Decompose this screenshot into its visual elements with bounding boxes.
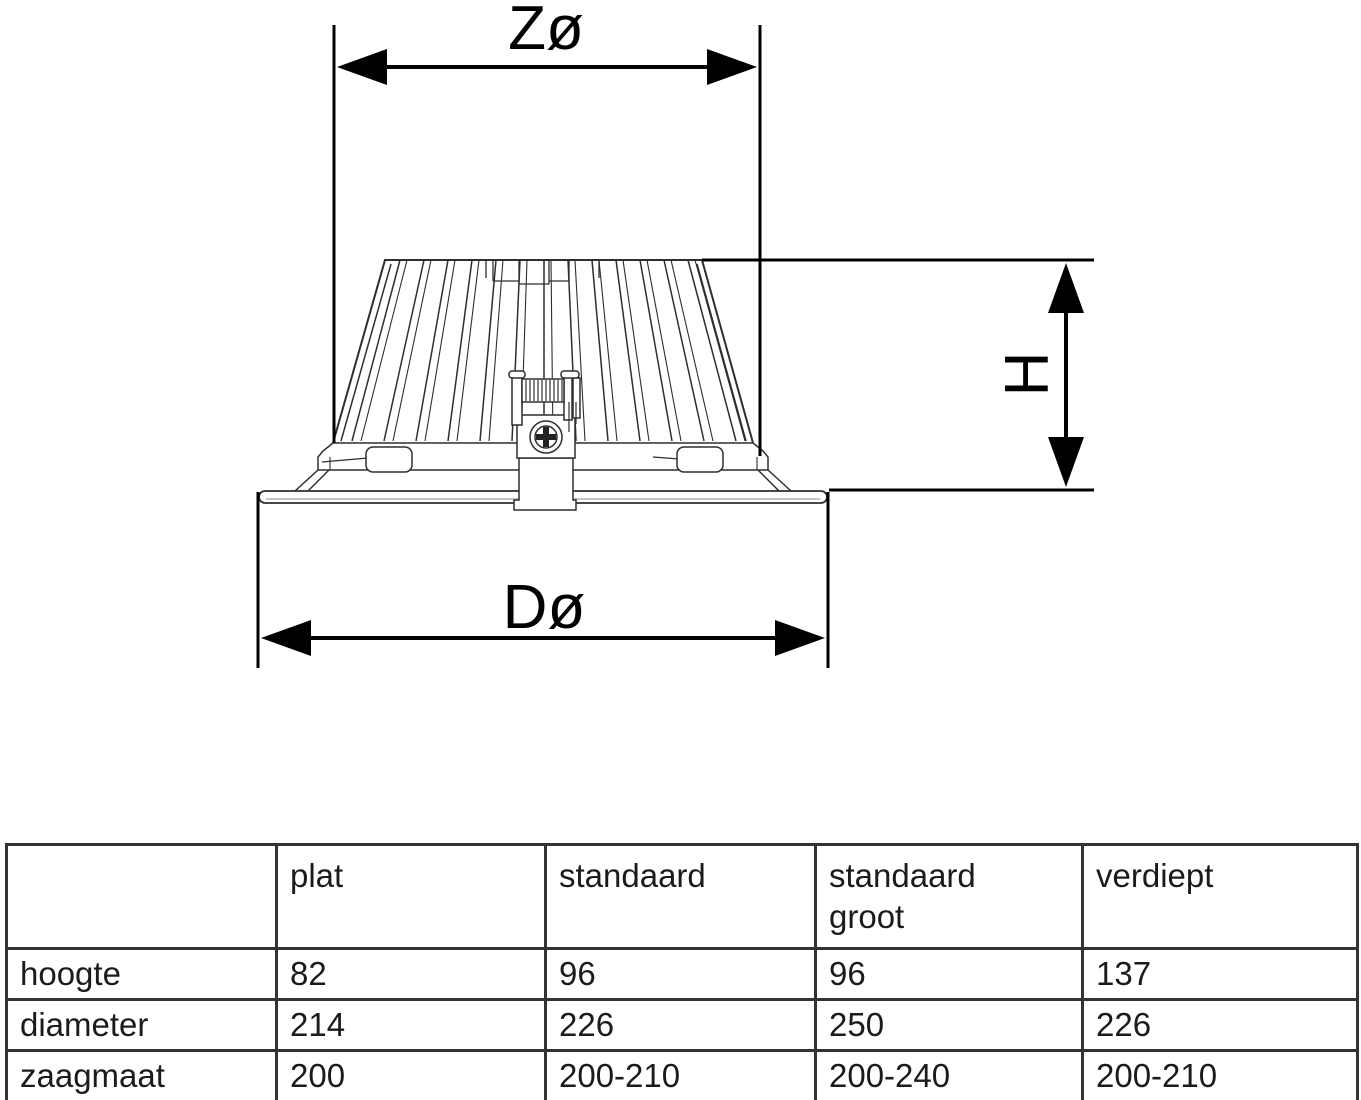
table-cell: 137: [1083, 949, 1358, 1000]
table-cell: 82: [277, 949, 546, 1000]
table-cell: 200-210: [1083, 1051, 1358, 1100]
luminaire-side-view: [259, 260, 827, 510]
row-label-zaagmaat: zaagmaat: [7, 1051, 277, 1100]
table-cell: 200: [277, 1051, 546, 1100]
clip-lower-block: [514, 458, 576, 510]
column-header-standaard-groot: [816, 845, 1083, 949]
table-cell: 226: [546, 1000, 816, 1051]
table-cell: 96: [546, 949, 816, 1000]
do-arrowhead-right: [775, 620, 825, 656]
table-cell: 226: [1083, 1000, 1358, 1051]
row-label-hoogte: hoogte: [7, 949, 277, 1000]
table-cell: 200-240: [816, 1051, 1083, 1100]
h-arrowhead-bottom: [1048, 437, 1084, 487]
row-label-diameter: diameter: [7, 1000, 277, 1051]
table-header-row: [7, 845, 1358, 949]
column-header-standaard-groot-label: standaard groot: [829, 857, 976, 936]
mounting-tab-right: [677, 447, 723, 472]
do-arrowhead-left: [261, 620, 311, 656]
table-cell: 250: [816, 1000, 1083, 1051]
mounting-tab-left: [366, 447, 412, 472]
table-cell: 214: [277, 1000, 546, 1051]
spec-table: [5, 843, 1359, 1100]
zo-arrowhead-right: [707, 49, 757, 85]
h-label: H: [993, 351, 1062, 397]
adjustment-screw: [530, 421, 562, 453]
table-cell: 200-210: [546, 1051, 816, 1100]
do-label: Dø: [502, 573, 586, 642]
table-row-hoogte: [7, 949, 1358, 1000]
column-header-empty: [7, 845, 277, 949]
spring-clip: [509, 371, 580, 510]
table-row-zaagmaat: [7, 1051, 1358, 1100]
table-row-diameter: [7, 1000, 1358, 1051]
column-header-standaard: standaard: [546, 845, 816, 949]
column-header-plat: plat: [277, 845, 546, 949]
zo-arrowhead-left: [337, 49, 387, 85]
column-header-verdiept: verdiept: [1083, 845, 1358, 949]
h-arrowhead-top: [1048, 263, 1084, 313]
zo-label: Zø: [508, 0, 584, 63]
dimension-do: [258, 492, 828, 668]
heatsink-fins: [341, 260, 746, 441]
table-cell: 96: [816, 949, 1083, 1000]
